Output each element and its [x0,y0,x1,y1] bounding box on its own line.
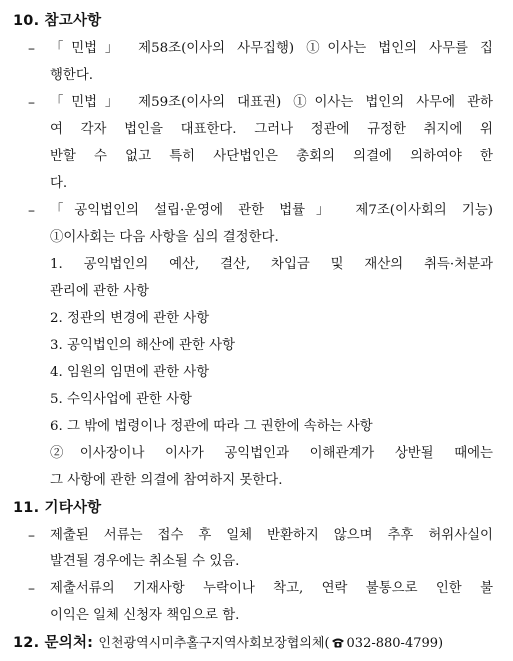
civil-law-59-line-3: 반할 수 없고 특히 사단법인은 총회의 의결에 의하여야 한 [50,149,493,164]
board-matter-1-line-1: 1. 공익법인의 예산, 결산, 차입금 및 재산의 취득·처분과 [50,257,493,272]
title-colon: : [87,635,94,651]
conflict-of-interest-line-1: ②이사장이나 이사가 공익법인과 이해관계가 상반될 때에는 [50,446,493,461]
list-dash: – [28,203,35,219]
civil-law-58-line-1: 「민법」 제58조(이사의 사무집행) ①이사는 법인의 사무를 집 [50,41,493,56]
section-11-title: 11. 기타사항 [13,500,102,516]
board-matter-1-line-2: 관리에 관한 사항 [50,284,150,299]
phone-icon [331,635,345,646]
public-interest-law-line-2: ①이사회는 다음 사항을 심의 결정한다. [50,230,279,245]
list-dash: – [28,41,35,57]
civil-law-59-line-2: 여 각자 법인을 대표한다. 그러나 정관에 규정한 취지에 위 [50,122,493,137]
contact-organization: 인천광역시미추홀구지역사회보장협의체( [98,636,330,651]
list-dash: – [28,95,35,111]
civil-law-59-line-1: 「민법」 제59조(이사의 대표권) ①이사는 법인의 사무에 관하 [50,95,493,110]
conflict-of-interest-line-2: 그 사항에 관한 의결에 참여하지 못한다. [50,473,283,488]
section-12-contact [13,634,443,653]
board-matter-6: 6. 그 밖에 법령이나 정관에 따라 그 권한에 속하는 사항 [50,419,373,434]
section-12-title: 12. 문의처 [13,635,88,651]
contact-phone: 032-880-4799) [346,636,444,651]
board-matter-4: 4. 임원의 임면에 관한 사항 [50,365,210,380]
section-10-title: 10. 참고사항 [13,13,102,29]
applicant-responsibility-line-1: 제출서류의 기재사항 누락이나 착고, 연락 불통으로 인한 불 [50,581,493,596]
list-dash: – [28,528,35,544]
list-dash: – [28,581,35,597]
civil-law-58-line-2: 행한다. [50,68,94,83]
board-matter-2: 2. 정관의 변경에 관한 사항 [50,311,210,326]
document-return-line-2: 발견될 경우에는 취소될 수 있음. [50,554,240,569]
board-matter-3: 3. 공익법인의 해산에 관한 사항 [50,338,236,353]
civil-law-59-line-4: 다. [50,176,68,191]
applicant-responsibility-line-2: 이익은 일체 신청자 책임으로 함. [50,608,240,623]
public-interest-law-line-1: 「공익법인의 설립·운영에 관한 법률」 제7조(이사회의 기능) [50,203,493,218]
board-matter-5: 5. 수익사업에 관한 사항 [50,392,192,407]
document-return-line-1: 제출된 서류는 접수 후 일체 반환하지 않으며 추후 허위사실이 [50,528,493,543]
